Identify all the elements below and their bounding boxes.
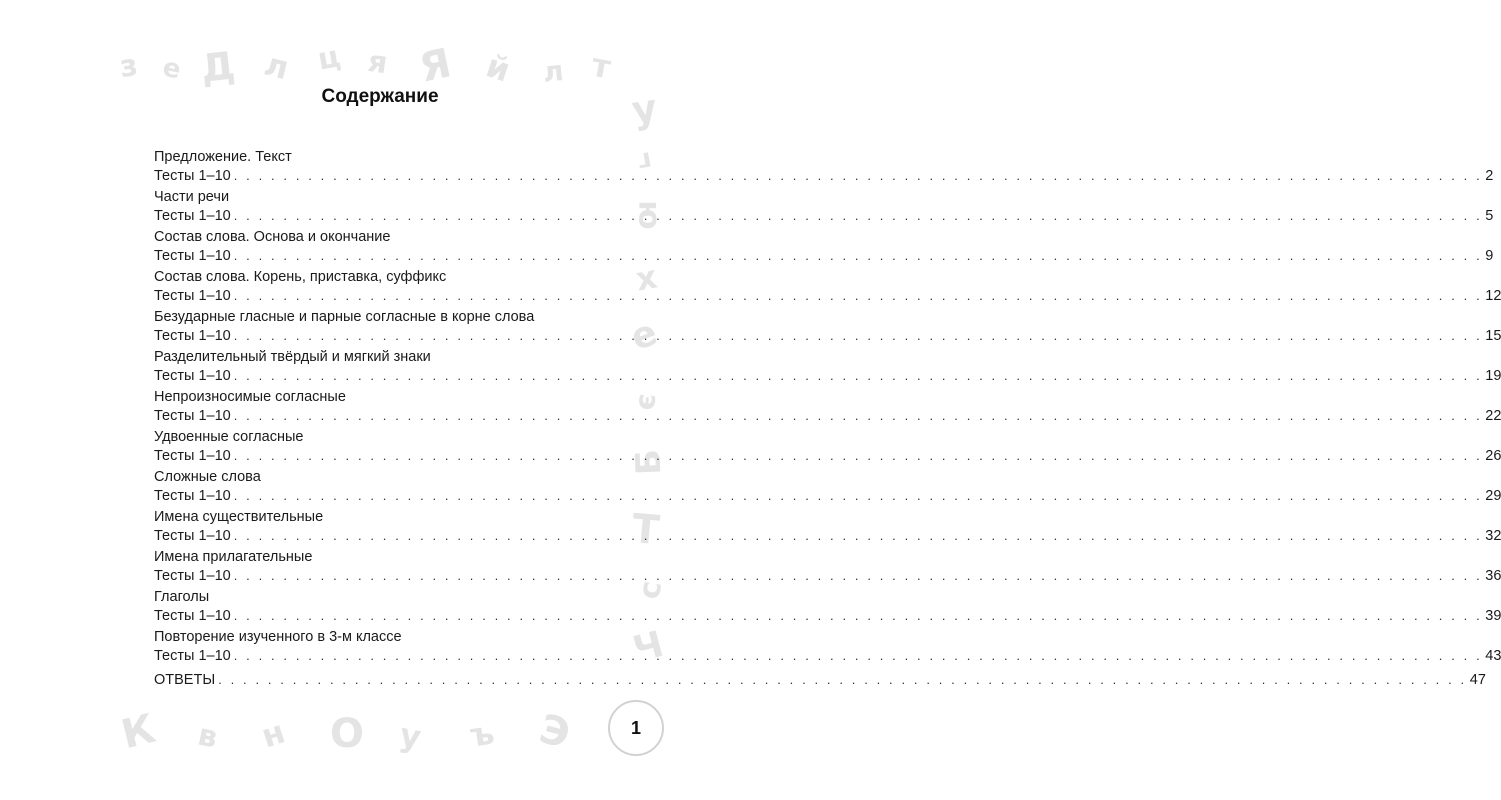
toc-page-number: 9 — [1485, 248, 1494, 264]
toc-section-title: Части речи — [154, 189, 230, 205]
toc-row[interactable] — [154, 486, 1501, 505]
dot-leader — [234, 366, 1483, 385]
toc-page-number: 12 — [1485, 288, 1501, 304]
toc-row[interactable] — [154, 166, 1494, 185]
toc-row[interactable] — [154, 606, 1501, 625]
dot-leader — [234, 526, 1483, 545]
toc-page-number: 39 — [1485, 608, 1501, 624]
page-number: 1 — [630, 717, 641, 738]
toc-row[interactable] — [154, 286, 1501, 305]
toc-page-number: 22 — [1485, 408, 1501, 424]
decorative-letter: Э — [534, 705, 575, 759]
toc-entry — [154, 428, 1501, 466]
toc-tests-label: Тесты 1–10 — [154, 208, 231, 224]
decorative-letter: г — [635, 145, 655, 177]
dot-leader — [234, 406, 1483, 425]
toc-page-number: 26 — [1485, 448, 1501, 464]
toc-entry — [154, 228, 1494, 266]
toc-entry — [154, 508, 1501, 546]
dot-leader — [234, 646, 1483, 665]
decorative-letter: у — [629, 85, 660, 133]
toc-section-title: Состав слова. Основа и окончание — [154, 229, 391, 245]
toc-tests-label: Тесты 1–10 — [154, 368, 231, 384]
decorative-letter: л — [541, 54, 566, 89]
decorative-letter: е — [625, 312, 663, 359]
toc-tests-label: Тесты 1–10 — [154, 448, 231, 464]
decorative-letter: х — [632, 257, 660, 299]
toc-entry — [154, 268, 1501, 306]
toc-section-title: Сложные слова — [154, 469, 261, 485]
toc-entry — [154, 468, 1501, 506]
toc-tests-label: Тесты 1–10 — [154, 248, 231, 264]
dot-leader — [234, 446, 1483, 465]
toc-tests-label: Тесты 1–10 — [154, 408, 231, 424]
toc-row[interactable] — [154, 246, 1494, 265]
toc-section-title: Непроизносимые согласные — [154, 389, 346, 405]
decorative-letter: Д — [198, 43, 238, 91]
toc-row[interactable] — [154, 326, 1501, 345]
toc-row[interactable] — [154, 566, 1501, 585]
decorative-letter: я — [365, 43, 390, 82]
toc-row[interactable] — [154, 206, 1494, 225]
toc-row[interactable] — [154, 446, 1501, 465]
toc-entry — [154, 308, 1501, 346]
toc-entry — [154, 148, 1494, 186]
toc-section-title: Безударные гласные и парные согласные в корне слова — [154, 309, 535, 325]
dot-leader — [234, 566, 1483, 585]
decorative-letter: Я — [415, 40, 456, 92]
toc-row[interactable] — [154, 406, 1501, 425]
toc-tests-label: Тесты 1–10 — [154, 608, 231, 624]
decorative-letter: Ч — [629, 623, 668, 672]
toc-page-number: 15 — [1485, 328, 1501, 344]
decorative-letter: ц — [315, 39, 344, 78]
toc-page-number: 43 — [1485, 648, 1501, 664]
decorative-letter: с — [631, 578, 670, 602]
toc-entry — [154, 188, 1494, 226]
toc-page-number: 32 — [1485, 528, 1501, 544]
dot-leader — [234, 206, 1483, 225]
decorative-letter: О — [330, 711, 365, 757]
toc-answers-row[interactable] — [154, 672, 1486, 688]
decorative-letter: Т — [630, 505, 662, 555]
page-number-badge — [608, 700, 664, 756]
toc-page-number: 47 — [1469, 672, 1486, 688]
dot-leader — [234, 286, 1483, 305]
toc-entry — [154, 388, 1501, 426]
toc-page-number: 5 — [1485, 208, 1494, 224]
decorative-letter: ю — [631, 200, 667, 230]
toc-page-number: 2 — [1485, 168, 1494, 184]
toc-page-number: 36 — [1485, 568, 1501, 584]
table-of-contents — [154, 148, 1501, 688]
decorative-letter: н — [256, 712, 290, 756]
toc-tests-label: Тесты 1–10 — [154, 488, 231, 504]
decorative-letter: Б — [628, 448, 670, 476]
toc-entry — [154, 628, 1501, 666]
toc-tests-label: Тесты 1–10 — [154, 528, 231, 544]
dot-leader — [234, 486, 1483, 505]
page-title: Содержание — [321, 86, 439, 107]
toc-page-number: 29 — [1485, 488, 1501, 504]
toc-tests-label: Тесты 1–10 — [154, 568, 231, 584]
toc-entry — [154, 588, 1501, 626]
toc-section-title: Предложение. Текст — [154, 149, 292, 165]
decorative-letter: е — [160, 52, 184, 86]
decorative-letter: э — [631, 392, 666, 412]
toc-page-number: 19 — [1485, 368, 1501, 384]
toc-answers-label: ОТВЕТЫ — [154, 672, 216, 688]
toc-section-title: Разделительный твёрдый и мягкий знаки — [154, 349, 431, 365]
dot-leader — [234, 166, 1483, 185]
toc-section-title: Повторение изученного в 3-м классе — [154, 629, 402, 645]
dot-leader — [234, 326, 1483, 345]
decorative-letter: в — [194, 717, 221, 756]
decorative-letter: л — [260, 44, 293, 88]
toc-section-title: Имена существительные — [154, 509, 324, 525]
decorative-letter: з — [117, 47, 140, 86]
toc-section-title: Глаголы — [154, 589, 210, 605]
toc-tests-label: Тесты 1–10 — [154, 328, 231, 344]
toc-section-title: Имена прилагательные — [154, 549, 313, 565]
toc-entry — [154, 348, 1501, 386]
decorative-letter: ъ — [467, 713, 497, 755]
toc-row[interactable] — [154, 526, 1501, 545]
toc-section-title: Удвоенные согласные — [154, 429, 304, 445]
toc-row[interactable] — [154, 366, 1501, 385]
toc-section-title: Состав слова. Корень, приставка, суффикс — [154, 269, 447, 285]
decorative-letter: у — [396, 715, 425, 757]
toc-tests-label: Тесты 1–10 — [154, 168, 231, 184]
dot-leader — [218, 672, 1467, 687]
decorative-letter: К — [116, 705, 160, 759]
dot-leader — [234, 246, 1483, 265]
dot-leader — [234, 606, 1483, 625]
decorative-letter: т — [588, 45, 614, 87]
toc-tests-label: Тесты 1–10 — [154, 288, 231, 304]
toc-tests-label: Тесты 1–10 — [154, 648, 231, 664]
decorative-letter: й — [481, 46, 515, 90]
toc-entry — [154, 548, 1501, 586]
toc-row[interactable] — [154, 646, 1501, 665]
